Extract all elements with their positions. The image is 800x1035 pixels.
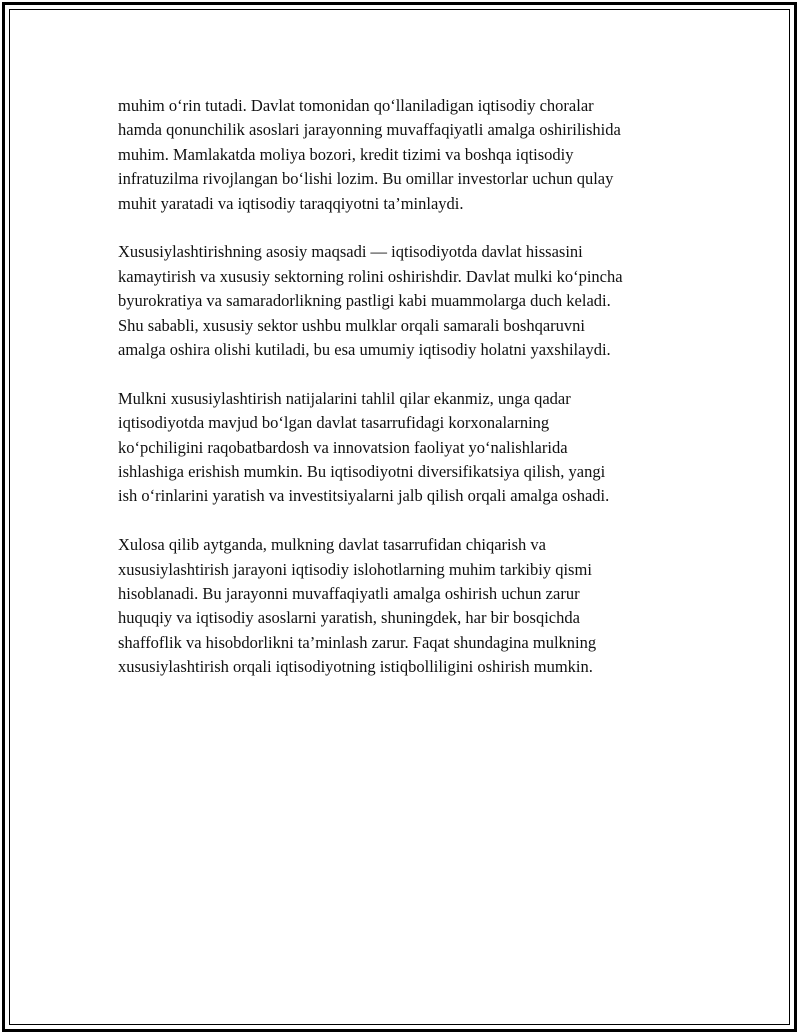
paragraph-2: Xususiylashtirishning asosiy maqsadi — iqtisodiyotda davlat hissasini kamaytirish va xususiy sektorning rolini oshirishdir. Davlat mulki ko‘pincha byurokratiya va samaradorlikning pastligi kabi muammolarga duch keladi. Shu sababli, xususiy sektor ushbu mulklar orqali samarali boshqaruvni amalga oshira olishi kutiladi, bu esa umumiy iqtisodiy holatni yaxshilaydi. bbox=[118, 242, 623, 360]
document-body bbox=[118, 94, 708, 704]
paragraph-3: Mulkni xususiylashtirish natijalarini tahlil qilar ekanmiz, unga qadar iqtisodiyotda mavjud bo‘lgan davlat tasarrufidagi korxonalarning ko‘pchiligini raqobatbardosh va innovatsion faoliyat yo‘nalishlarida ishlashiga erishish mumkin. Bu iqtisodiyotni diversifikatsiya qilish, yangi ish o‘rinlarini yaratish va investitsiyalarni jalb qilish orqali amalga oshadi. bbox=[118, 388, 610, 506]
paragraph-4: Xulosa qilib aytganda, mulkning davlat tasarrufidan chiqarish va xususiylashtirish jarayoni iqtisodiy islohotlarning muhim tarkibiy qismi hisoblanadi. Bu jarayonni muvaffaqiyatli amalga oshirish uchun zarur huquqiy va iqtisodiy asoslarni yaratish, shuningdek, har bir bosqichda shaffoflik va hisobdorlikni ta’minlash zarur. Faqat shundagina mulkning xususiylashtirish orqali iqtisodiyotning istiqbolliligini oshirish mumkin. bbox=[118, 535, 597, 677]
paragraph-1: muhim o‘rin tutadi. Davlat tomonidan qo‘llaniladigan iqtisodiy choralar hamda qonunchilik asoslari jarayonning muvaffaqiyatli amalga oshirilishida muhim. Mamlakatda moliya bozori, kredit tizimi va boshqa iqtisodiy infratuzilma rivojlangan bo‘lishi lozim. Bu omillar investorlar uchun qulay muhit yaratadi va iqtisodiy taraqqiyotni ta’minlaydi. bbox=[118, 96, 621, 213]
